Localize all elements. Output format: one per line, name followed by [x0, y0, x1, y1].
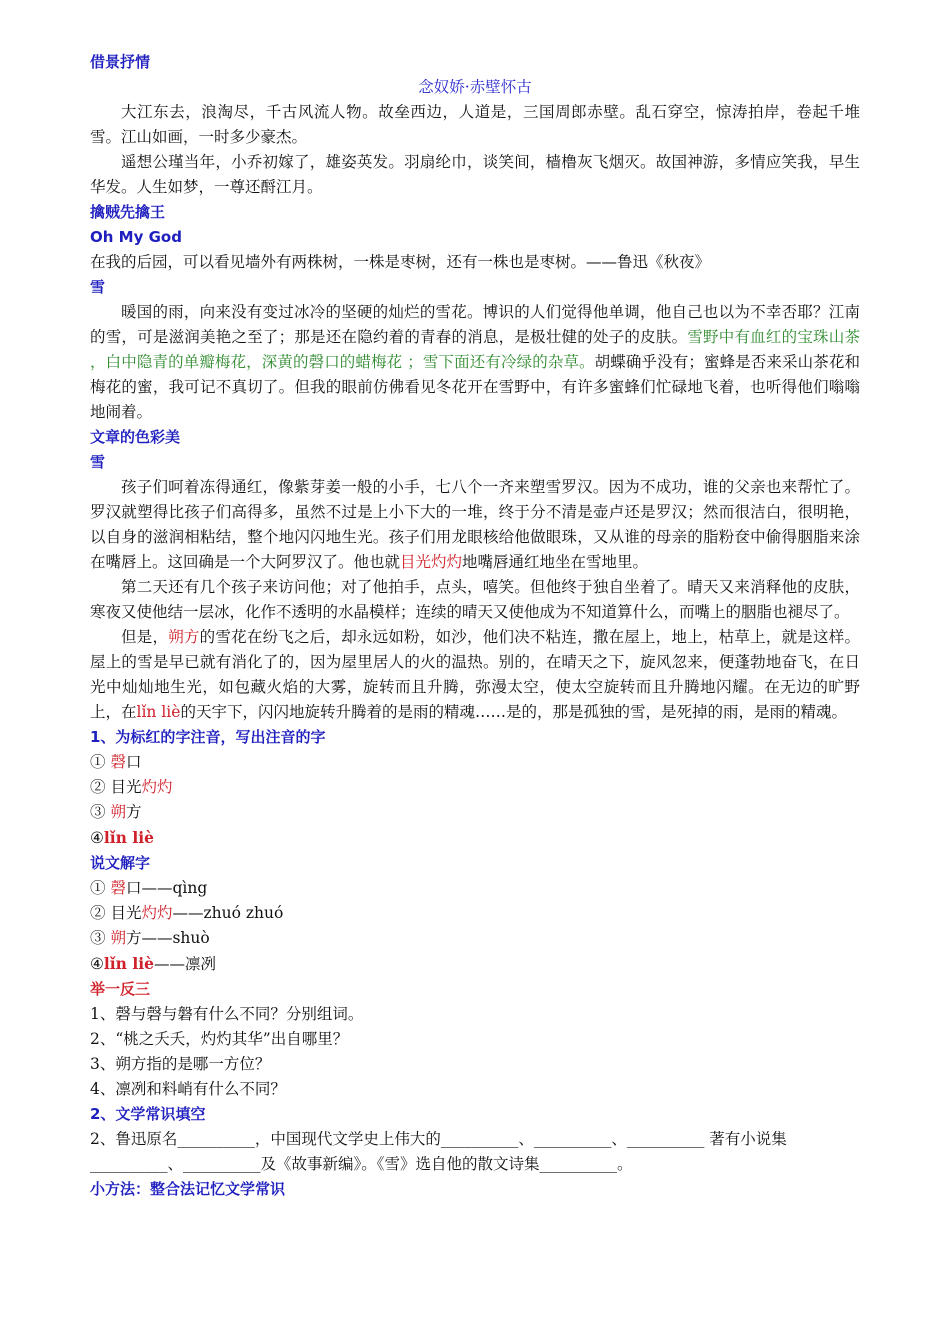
highlight-red: 朔: [110, 929, 126, 947]
extend-question: 4、凛冽和料峭有什么不同？: [90, 1080, 286, 1098]
question-1-item: [90, 775, 860, 800]
text-run: 胡蝶确乎没有；蜜蜂是否来采山茶花和梅花的蜜，我可记不真切了。但我的眼前仿佛看见冬花开在雪野中，有许多蜜蜂们忙碌地飞着，也听得他们嗡嗡地闹着。: [90, 353, 860, 421]
document-page: [90, 50, 860, 1202]
poem-title: 念奴娇·赤壁怀古: [418, 78, 532, 96]
extend-question: 3、朔方指的是哪一方位？: [90, 1055, 271, 1073]
question-1-item: [90, 750, 860, 775]
subheading-snow: 雪: [90, 453, 106, 471]
item-number: ①: [90, 879, 106, 897]
highlight-red: 目光灼灼: [400, 553, 463, 571]
section-heading-key: 擒贼先擒王: [90, 203, 166, 221]
extend-question: 1、磬与磬与磐有什么不同？分别组词。: [90, 1005, 364, 1023]
text-run: ——凛冽: [154, 955, 217, 973]
text-run: ——zhuó zhuó: [172, 904, 284, 922]
highlight-red: 朔方: [168, 628, 200, 646]
text-run: 的雪花在纷飞之后，却永远如粉，如沙，他们决不粘连，撒在屋上，地上，枯草上，就是这样。屋上的雪是早已就有消化了的，因为屋里居人的火的温热。别的，在晴天之下，旋风忽来，便蓬勃地奋飞，在日光中灿灿地生光，如包藏火焰的大雾，旋转而且升腾，弥漫太空，使太空旋转而且升腾地闪耀。在无边的旷野上，在: [90, 628, 860, 721]
section-heading-scenery: 借景抒情: [90, 53, 151, 71]
section-heading-snow: 雪: [90, 278, 106, 296]
highlight-green: 雪野中有血红的宝珠山茶 ，白中隐青的单瓣梅花，深黄的磬口的蜡梅花 ；雪下面还有冷绿的杂草。: [90, 328, 860, 371]
poem-stanza-1: 大江东去，浪淘尽，千古风流人物。故垒西边，人道是，三国周郎赤壁。乱石穿空，惊涛拍岸，卷起千堆雪。江山如画，一时多少豪杰。: [90, 103, 860, 146]
answer-1-item: [90, 951, 860, 977]
highlight-red: 磬: [110, 879, 126, 897]
item-number: ④: [90, 829, 104, 847]
poem-stanza-2: 遥想公瑾当年，小乔初嫁了，雄姿英发。羽扇纶巾，谈笑间，樯橹灰飞烟灭。故国神游，多情应笑我，早生华发。人生如梦，一尊还酹江月。: [90, 153, 860, 196]
snow-paragraph-1: [90, 300, 860, 425]
question-2-line-2: __________、__________及《故事新编》。《雪》选自他的散文诗集__________。: [90, 1155, 633, 1173]
highlight-red: lǐn liè: [103, 828, 154, 847]
snow-paragraph-2: [90, 475, 860, 575]
question-2-heading: 2、文学常识填空: [90, 1105, 206, 1123]
item-number: ①: [90, 753, 106, 771]
text-run: 孩子们呵着冻得通红，像紫芽姜一般的小手，七八个一齐来塑雪罗汉。因为不成功，谁的父亲也来帮忙了。罗汉就塑得比孩子们高得多，虽然不过是上小下大的一堆，终于分不清是壶卢还是罗汉；然而很洁白，很明艳，以自身的滋润相粘结，整个地闪闪地生光。孩子们用龙眼核给他做眼珠，又从谁的母亲的脂粉奁中偷得胭脂来涂在嘴唇上。这回确是一个大阿罗汉了。他也就: [90, 478, 860, 571]
highlight-red: lǐn liè: [136, 703, 181, 721]
text-run: 目光: [110, 778, 142, 796]
extend-question: 2、“桃之夭夭，灼灼其华”出自哪里？: [90, 1030, 349, 1048]
answer-1-heading: 说文解字: [90, 854, 151, 872]
item-number: ②: [90, 778, 106, 796]
quote-autumn-night: 在我的后园，可以看见墙外有两株树，一株是枣树，还有一株也是枣树。——鲁迅《秋夜》: [90, 253, 711, 271]
extend-heading: 举一反三: [90, 980, 151, 998]
question-2-line-1: 2、鲁迅原名__________，中国现代文学史上伟大的__________、__________、__________ 著有小说集: [90, 1130, 787, 1148]
text-run: 暖国的雨，向来没有变过冰冷的坚硬的灿烂的雪花。博识的人们觉得他单调，他自己也以为不幸否耶？江南的雪，可是滋润美艳之至了；那是还在隐约着的青春的消息，是极壮健的处子的皮肤。: [90, 303, 860, 346]
question-1-item: [90, 800, 860, 825]
highlight-red: 灼灼: [141, 904, 173, 922]
highlight-red: lǐn liè: [103, 954, 154, 973]
text-run: 口: [125, 753, 142, 771]
item-number: ④: [90, 955, 104, 973]
item-number: ③: [90, 929, 106, 947]
snow-paragraph-4: [90, 625, 860, 725]
subheading-oh-my-god: Oh My God: [90, 228, 182, 246]
tip-heading: 小方法：整合法记忆文学常识: [90, 1180, 286, 1198]
text-run: 但是，: [121, 628, 169, 646]
item-number: ②: [90, 904, 106, 922]
question-1-item: [90, 825, 860, 851]
item-number: ③: [90, 803, 106, 821]
text-run: 地嘴唇通红地坐在雪地里。: [462, 553, 649, 571]
text-run: 目光: [110, 904, 142, 922]
highlight-red: 灼灼: [141, 778, 173, 796]
highlight-red: 磬: [110, 753, 126, 771]
text-run: 的天宇下，闪闪地旋转升腾着的是雨的精魂……是的，那是孤独的雪，是死掉的雨，是雨的精魂。: [180, 703, 847, 721]
answer-1-item: [90, 876, 860, 901]
text-run: 方: [125, 803, 142, 821]
answer-1-item: [90, 901, 860, 926]
snow-paragraph-3: 第二天还有几个孩子来访问他；对了他拍手，点头，嘻笑。但他终于独自坐着了。晴天又来消释他的皮肤，寒夜又使他结一层冰，化作不透明的水晶模样；连续的晴天又使他成为不知道算什么，而嘴上的胭脂也褪尽了。: [90, 578, 860, 621]
text-run: 方——shuò: [125, 929, 210, 947]
highlight-red: 朔: [110, 803, 126, 821]
answer-1-item: [90, 926, 860, 951]
question-1-heading: 1、为标红的字注音，写出注音的字: [90, 728, 326, 746]
text-run: 口——qìng: [125, 879, 208, 897]
section-heading-color: 文章的色彩美: [90, 428, 181, 446]
